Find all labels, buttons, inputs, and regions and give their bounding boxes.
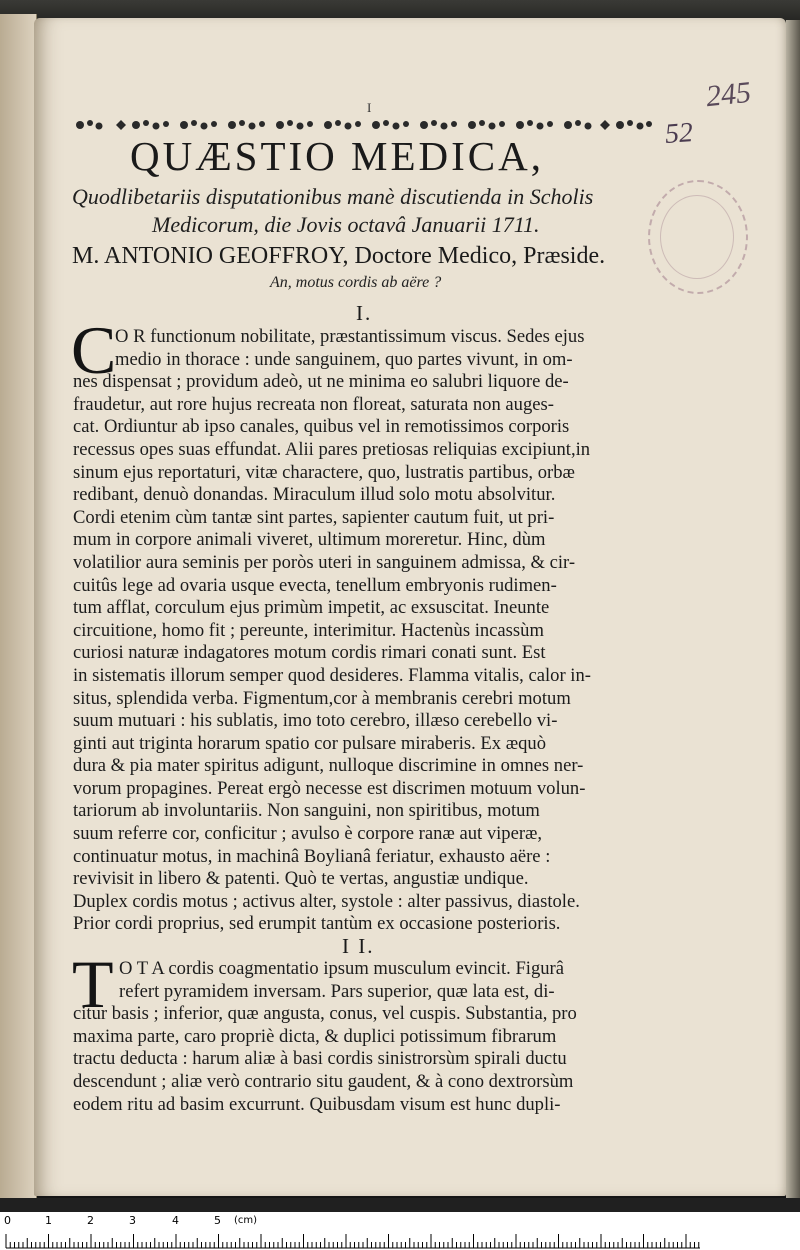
ruler-label: 5 bbox=[214, 1214, 221, 1227]
page-stack-edge bbox=[786, 20, 800, 1200]
text-line: in sistematis illorum semper quod desideres. Flamma vitalis, calor in- bbox=[73, 664, 591, 686]
text-line: nes dispensat ; providum adeò, ut ne minima eo salubri liquore de- bbox=[73, 371, 569, 393]
signature-mark: I bbox=[367, 100, 372, 115]
text-line: suum mutuari : his sublatis, imo toto cerebro, illæso cerebello vi- bbox=[73, 710, 558, 732]
text-line: situs, splendida verba. Figmentum,cor à membranis cerebri motum bbox=[73, 687, 571, 709]
text-line: volatilior aura seminis per poròs uteri in sanguinem admissa, & cir- bbox=[73, 551, 576, 573]
ruler-label: 3 bbox=[129, 1214, 136, 1227]
text-line: mum in corpore animali viveret, ultimum moreretur. Hinc, dùm bbox=[73, 529, 546, 551]
text-line: O R functionum nobilitate, præstantissimum viscus. Sedes ejus bbox=[115, 326, 585, 347]
praeses-line: M. ANTONIO GEOFFROY, Doctore Medico, Præside. bbox=[72, 243, 606, 269]
facing-page-edge bbox=[0, 14, 37, 1199]
text-line: O T A cordis coagmentatio ipsum musculum evincit. Figurâ bbox=[119, 958, 564, 979]
section-numeral-2: I I. bbox=[342, 934, 375, 958]
text-line: refert pyramidem inversam. Pars superior, quæ lata est, di- bbox=[119, 980, 555, 1002]
text-line: suum referre cor, conficitur ; avulso è corpore ranæ aut viperæ, bbox=[73, 823, 543, 845]
scan-bottom-strip bbox=[0, 1198, 800, 1212]
ruler-label: 2 bbox=[87, 1214, 94, 1227]
scale-ruler bbox=[0, 1212, 800, 1250]
thesis-question: An, motus cordis ab aëre ? bbox=[270, 274, 442, 291]
subtitle-line-1: Quodlibetariis disputationibus manè discutienda in Scholis bbox=[72, 184, 594, 209]
text-line: curiosi naturæ indagatores motum cordis rimari conati sunt. Est bbox=[73, 642, 546, 664]
ruler-label: 4 bbox=[172, 1214, 179, 1227]
folio-secondary: 52 bbox=[663, 117, 695, 150]
text-line: Cordi etenim cùm tantæ sint partes, sapienter cautum fuit, ut pri- bbox=[73, 506, 555, 528]
text-line: eodem ritu ad basim excurrunt. Quibusdam visum est hunc dupli- bbox=[73, 1093, 561, 1115]
page-title: QUÆSTIO MEDICA, bbox=[130, 133, 544, 179]
library-stamp-inner bbox=[660, 195, 734, 279]
section-numeral-1: I. bbox=[356, 301, 373, 325]
text-line: maxima parte, caro propriè dicta, & duplici potissimum fibrarum bbox=[73, 1025, 557, 1047]
text-line: tariorum ab involuntariis. Non sanguini, non spiritibus, motum bbox=[73, 800, 540, 822]
section-2-text bbox=[73, 958, 658, 1116]
ruler-label: 1 bbox=[45, 1214, 52, 1227]
drop-cap-c: C bbox=[71, 312, 117, 388]
text-line: cat. Ordiuntur ab ipso canales, quibus vel in remotissimos corporis bbox=[73, 416, 570, 438]
ruler-ticks bbox=[0, 1229, 800, 1249]
text-line: ginti aut triginta horarum spatio cor pulsare miraberis. Ex æquò bbox=[73, 732, 546, 754]
text-line: continuatur motus, in machinâ Boylianâ feriatur, exhausto aëre : bbox=[73, 845, 551, 867]
text-line: Duplex cordis motus ; activus alter, systole : alter passivus, diastole. bbox=[73, 890, 580, 912]
text-line: citur basis ; inferior, quæ angusta, conus, vel cuspis. Substantia, pro bbox=[73, 1003, 577, 1025]
text-line: revivisit in libero & patenti. Quò te vertas, angustiæ undique. bbox=[73, 868, 529, 890]
text-line: sinum ejus reportaturi, vitæ charactere, quo, lustratis partibus, orbæ bbox=[73, 461, 575, 483]
text-line: medio in thorace : unde sanguinem, quo partes vivunt, in om- bbox=[115, 348, 573, 370]
ruler-label: 0 bbox=[4, 1214, 11, 1227]
text-line: circuitione, homo fit ; pereunte, interimitur. Hactenùs incassùm bbox=[73, 619, 544, 641]
ruler-unit: (cm) bbox=[234, 1215, 258, 1226]
text-line: dura & pia mater spiritus adigunt, nulloque discrimine in omnes ner- bbox=[73, 755, 584, 777]
text-line: vorum propagines. Pereat ergò necesse est discrimen motuum volun- bbox=[73, 777, 586, 799]
text-line: tum afflat, corculum ejus primùm impetit, ac exsuscitat. Ineunte bbox=[73, 597, 550, 619]
text-line: fraudetur, aut rore hujus recreata non floreat, saturata non auges- bbox=[73, 393, 554, 415]
drop-cap-t: T bbox=[72, 946, 114, 1022]
text-line: recessus opes suas effundat. Alii pares pretiosas reliquias excipiunt,in bbox=[73, 438, 591, 460]
text-line: descendunt ; aliæ verò contrario situ gaudent, & à cono dextrorsùm bbox=[73, 1070, 574, 1092]
text-line: tractu deducta : harum aliæ à basi cordis sinistrorsùm spirali ductu bbox=[73, 1048, 567, 1070]
text-line: redibant, denuò donandas. Miraculum illud solo motu absolvitur. bbox=[73, 484, 556, 506]
text-line: Prior cordi proprius, sed erumpit tantùm ex occasione posterioris. bbox=[73, 913, 561, 935]
folio-number: 245 bbox=[704, 75, 753, 114]
subtitle-line-2: Medicorum, die Jovis octavâ Januarii 1711. bbox=[152, 212, 540, 237]
section-1-text bbox=[73, 326, 658, 936]
text-line: cuitûs lege ad ovaria usque evecta, tenellum embryonis rudimen- bbox=[73, 574, 557, 596]
